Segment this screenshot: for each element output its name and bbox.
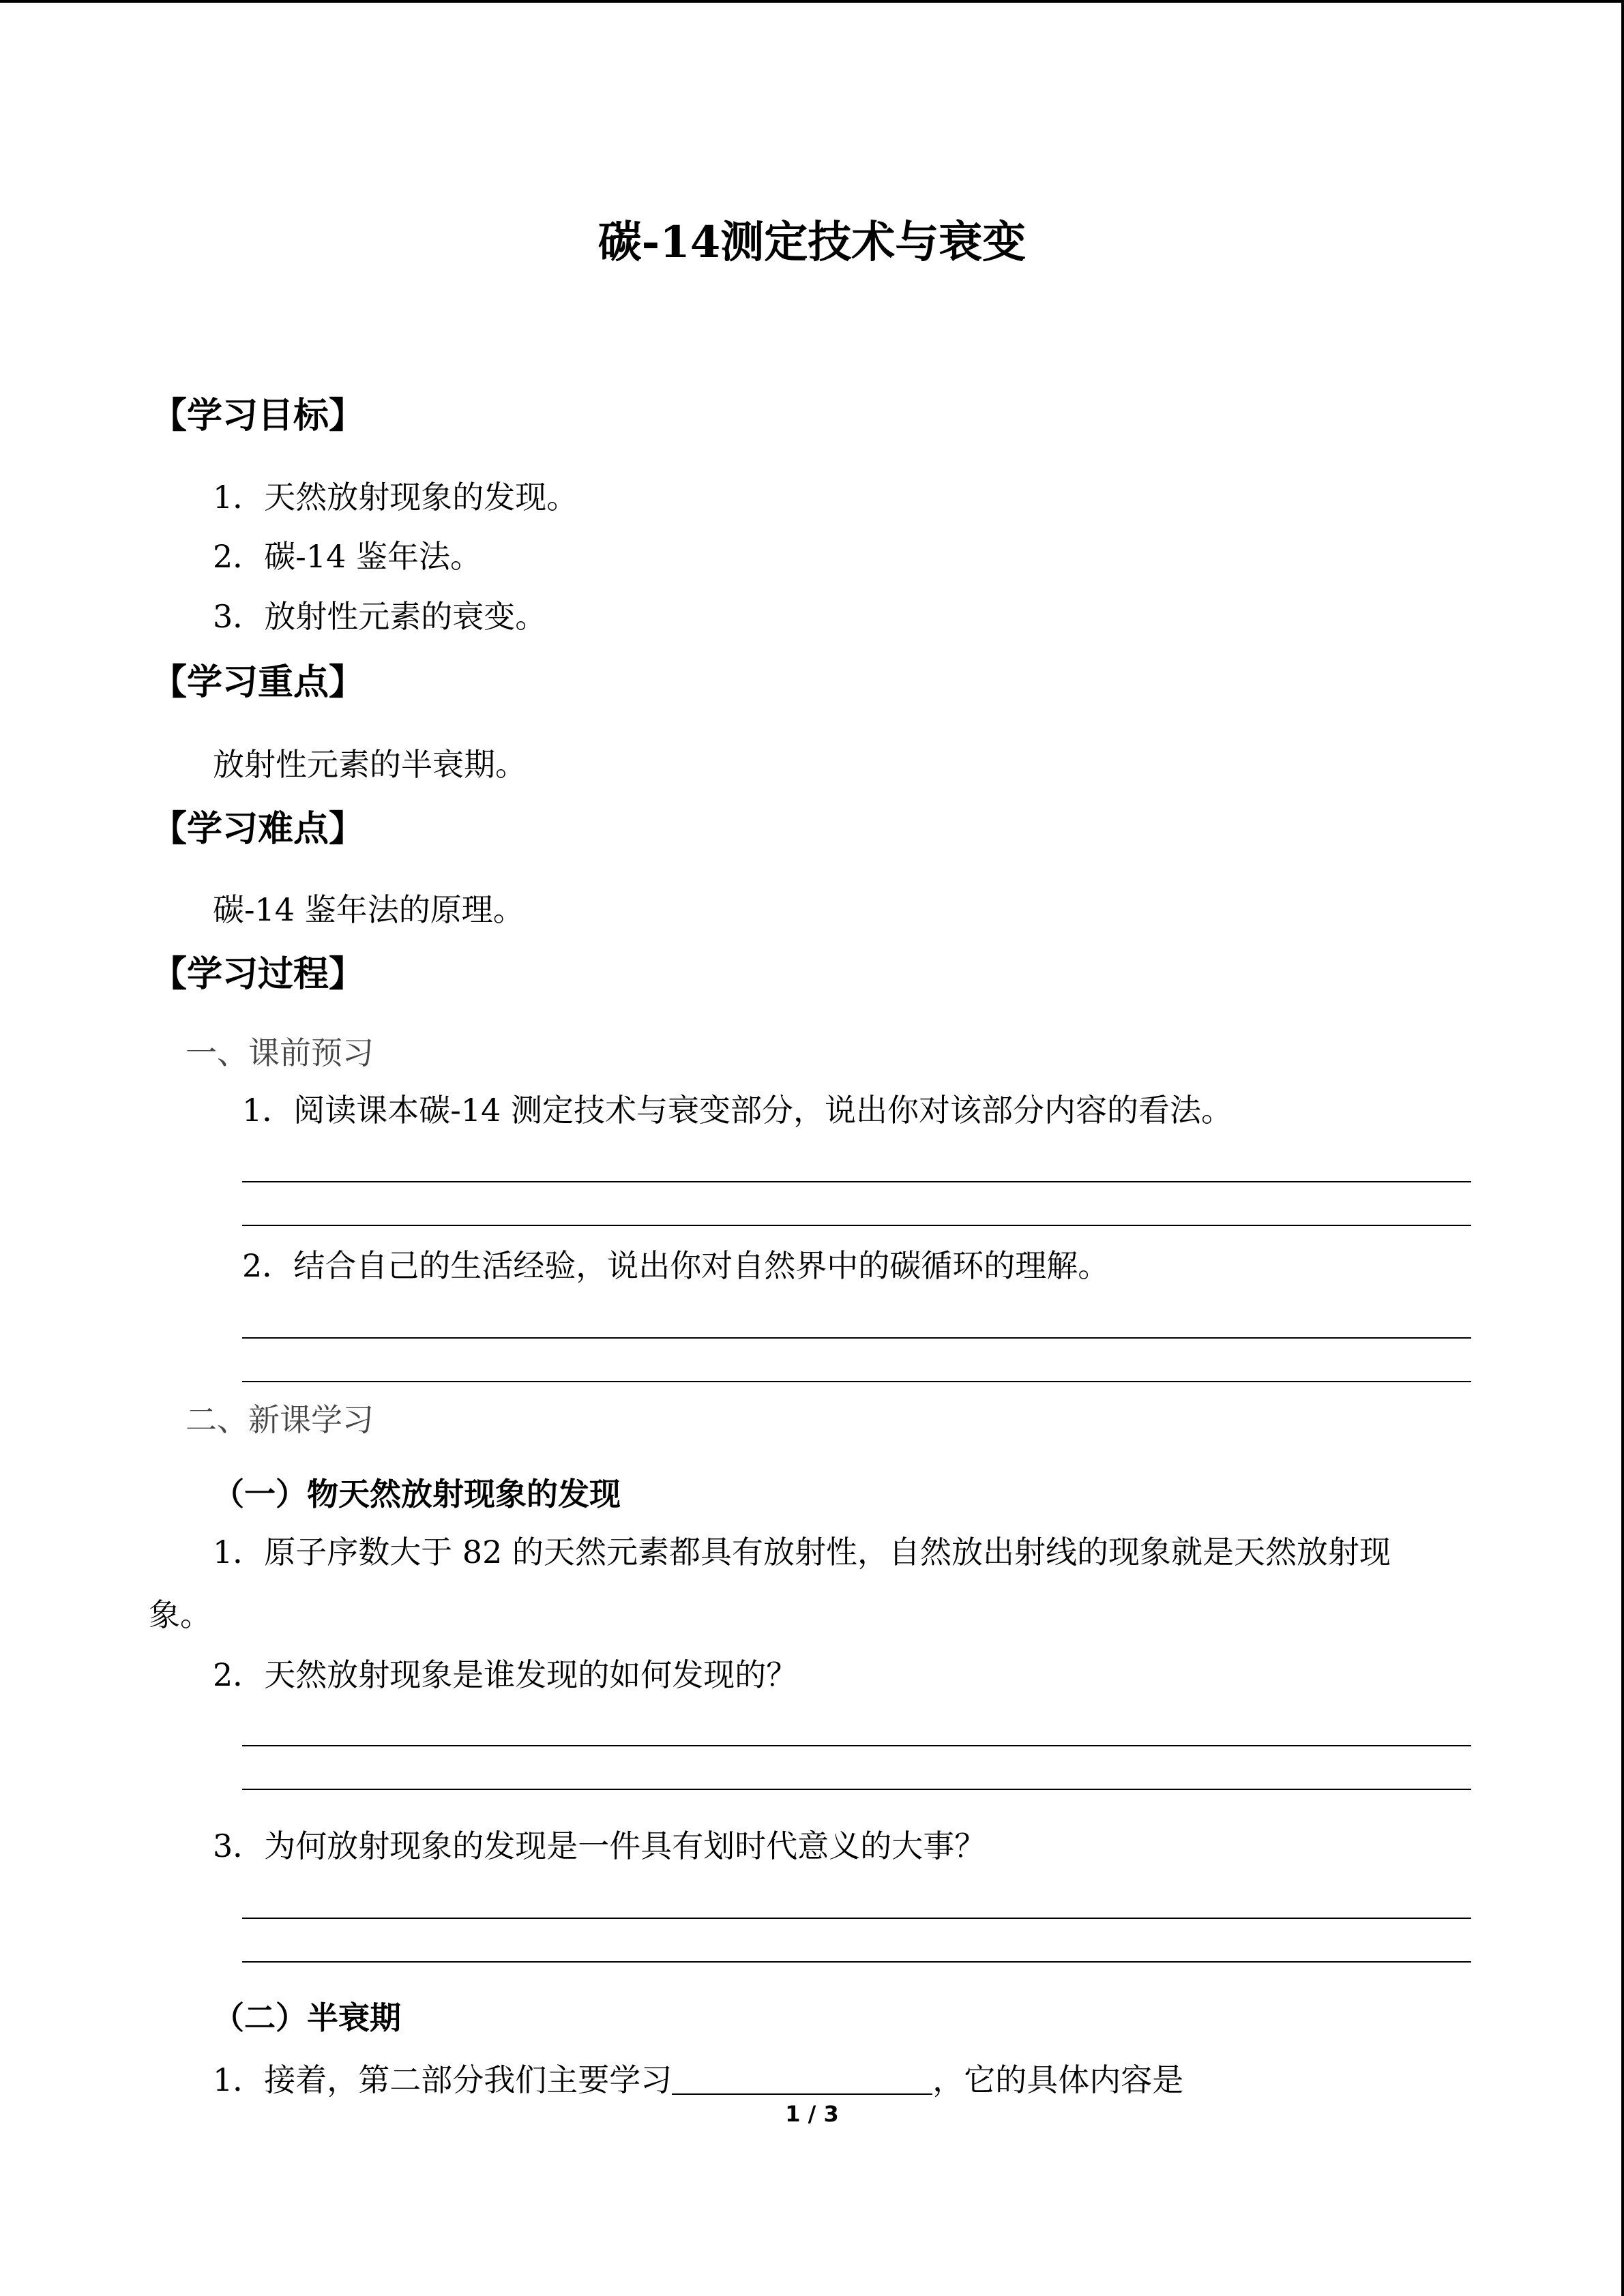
part2-question-1 (213, 2059, 1183, 2100)
difficulty-heading: 【学习难点】 (151, 809, 365, 850)
page-number: 1 / 3 (785, 2101, 839, 2127)
answer-line[interactable] (242, 1789, 1471, 1790)
objective-item-2: 2．碳-14 鉴年法。 (213, 538, 482, 575)
answer-line[interactable] (242, 1337, 1471, 1339)
objective-item-1: 1．天然放射现象的发现。 (213, 479, 578, 516)
objective-item-3: 3．放射性元素的衰变。 (213, 598, 547, 635)
objectives-heading: 【学习目标】 (151, 396, 365, 436)
part2-heading: （二）半衰期 (213, 1999, 401, 2036)
part2-question-1-after: ，它的具体内容是 (932, 2061, 1184, 2098)
answer-line[interactable] (242, 1961, 1471, 1963)
answer-line[interactable] (242, 1745, 1471, 1746)
process-heading: 【学习过程】 (151, 954, 365, 995)
preview-question-1: 1．阅读课本碳-14 测定技术与衰变部分，说出你对该部分内容的看法。 (242, 1092, 1232, 1129)
part1-question-3: 3．为何放射现象的发现是一件具有划时代意义的大事？ (213, 1828, 986, 1864)
answer-line[interactable] (242, 1918, 1471, 1919)
answer-line[interactable] (242, 1181, 1471, 1182)
difficulty-text: 碳-14 鉴年法的原理。 (213, 891, 525, 928)
preview-label: 一、课前预习 (186, 1034, 374, 1071)
preview-question-2: 2．结合自己的生活经验，说出你对自然界中的碳循环的理解。 (242, 1247, 1110, 1284)
part1-paragraph-line2: 象。 (149, 1596, 211, 1633)
new-lesson-label: 二、新课学习 (186, 1401, 374, 1438)
answer-line[interactable] (242, 1381, 1471, 1382)
part1-question-2: 2．天然放射现象是谁发现的如何发现的？ (213, 1656, 798, 1693)
answer-line[interactable] (242, 1225, 1471, 1226)
part2-question-1-before: 1．接着，第二部分我们主要学习 (213, 2061, 673, 2098)
part1-paragraph-line1: 1．原子序数大于 82 的天然元素都具有放射性，自然放出射线的现象就是天然放射现 (213, 1534, 1391, 1570)
key-point-text: 放射性元素的半衰期。 (213, 746, 527, 783)
part1-heading: （一）物天然放射现象的发现 (213, 1476, 621, 1512)
fill-in-blank[interactable] (672, 2061, 932, 2095)
key-point-heading: 【学习重点】 (151, 662, 365, 703)
page-title: 碳-14测定技术与衰变 (597, 217, 1027, 268)
